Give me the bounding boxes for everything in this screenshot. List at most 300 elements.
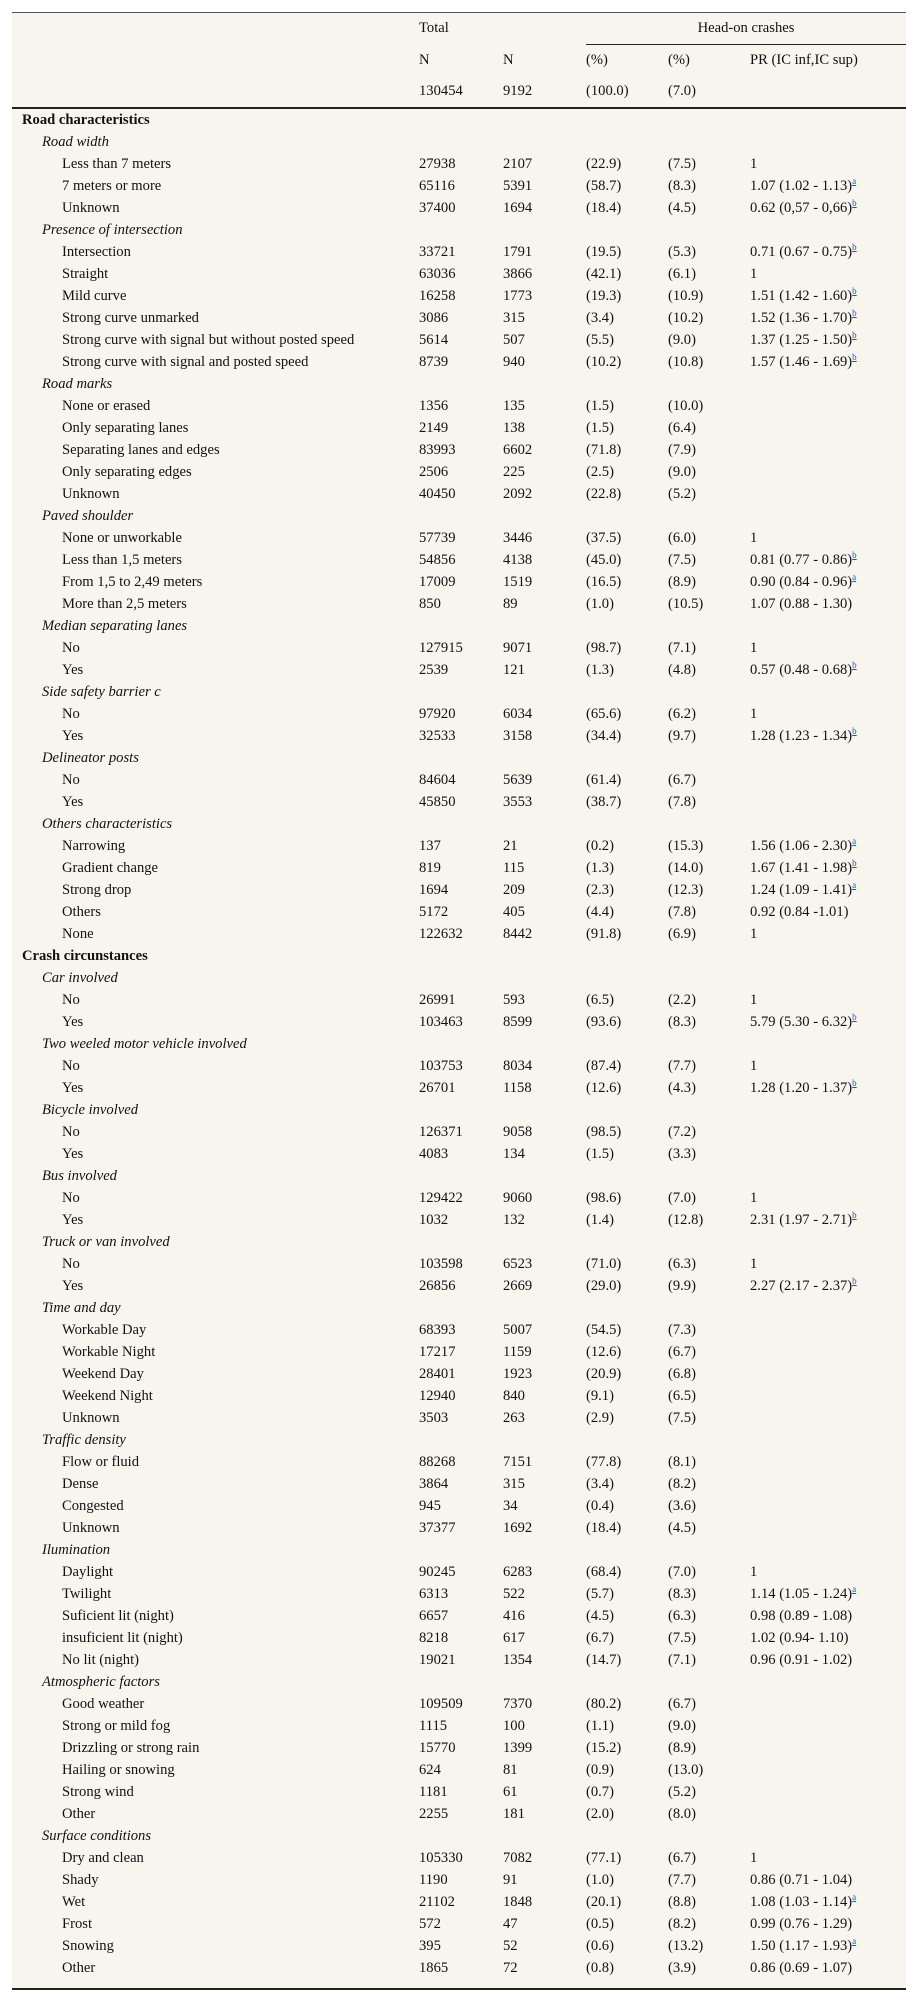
pct-cell: (18.4) xyxy=(586,200,622,216)
rate-cell: (13.2) xyxy=(668,1938,704,1954)
footnote-link[interactable]: a xyxy=(852,1936,857,1947)
pct-cell: (0.9) xyxy=(586,1762,614,1778)
n-cell: 6034 xyxy=(503,706,533,722)
rate-cell: (4.8) xyxy=(668,662,696,678)
n-cell: 72 xyxy=(503,1960,518,1976)
pr-value: 0.90 (0.84 - 0.96) xyxy=(750,574,853,590)
footnote-link[interactable]: b xyxy=(852,1078,857,1089)
total-cell: 850 xyxy=(419,596,441,612)
row-label: Yes xyxy=(62,662,84,678)
pr-cell xyxy=(750,1605,906,1627)
rate-cell: (3.3) xyxy=(668,1146,696,1162)
row-label: Suficient lit (night) xyxy=(62,1608,174,1624)
footnote-link[interactable]: b xyxy=(852,330,857,341)
header-row-1 xyxy=(12,13,906,45)
n-cell: 225 xyxy=(503,464,525,480)
row-label: Only separating lanes xyxy=(62,420,189,436)
row-label: Dry and clean xyxy=(62,1850,144,1866)
row-label: Yes xyxy=(62,728,84,744)
table-row xyxy=(12,1517,906,1539)
n-cell: 8034 xyxy=(503,1058,533,1074)
total-cell: 57739 xyxy=(419,530,456,546)
pr-cell xyxy=(750,1693,906,1715)
rate-cell: (8.3) xyxy=(668,178,696,194)
rate-cell: (7.0) xyxy=(668,1190,696,1206)
pct-cell: (5.7) xyxy=(586,1586,614,1602)
rate-cell: (8.3) xyxy=(668,1586,696,1602)
footnote-link[interactable]: a xyxy=(852,1584,857,1595)
pct-cell: (22.9) xyxy=(586,156,622,172)
group-row xyxy=(12,1539,906,1561)
group-title: Presence of intersection xyxy=(42,222,183,238)
row-label: 7 meters or more xyxy=(62,178,162,194)
pct-cell: (71.0) xyxy=(586,1256,622,1272)
group-title: Ilumination xyxy=(42,1542,111,1558)
n-cell: 593 xyxy=(503,992,525,1008)
table-row xyxy=(12,1627,906,1649)
total-cell: 26856 xyxy=(419,1278,456,1294)
group-title: Road width xyxy=(42,134,109,150)
pr-value: 5.79 (5.30 - 6.32) xyxy=(750,1014,853,1030)
footnote-link[interactable]: b xyxy=(852,352,857,363)
group-row xyxy=(12,1825,906,1847)
pct-cell: (45.0) xyxy=(586,552,622,568)
n-cell: 209 xyxy=(503,882,525,898)
pr-cell xyxy=(750,1473,906,1495)
total-column-header: Total xyxy=(419,20,449,37)
group-row xyxy=(12,1231,906,1253)
rate-cell: (6.3) xyxy=(668,1256,696,1272)
pct-cell: (4.4) xyxy=(586,904,614,920)
pr-cell xyxy=(750,439,906,461)
pr-value: 2.31 (1.97 - 2.71) xyxy=(750,1212,853,1228)
pr-cell xyxy=(750,1121,906,1143)
pct-cell: (0.2) xyxy=(586,838,614,854)
rate-cell: (9.7) xyxy=(668,728,696,744)
rate-cell: (14.0) xyxy=(668,860,704,876)
pct-cell: (0.5) xyxy=(586,1916,614,1932)
rate-cell: (7.2) xyxy=(668,1124,696,1140)
n-cell: 81 xyxy=(503,1762,518,1778)
pr-cell xyxy=(750,1407,906,1429)
rate-cell: (6.5) xyxy=(668,1388,696,1404)
pr-value: 1.67 (1.41 - 1.98) xyxy=(750,860,853,876)
pr-value: 1 xyxy=(750,1850,758,1866)
pr-cell xyxy=(750,1011,906,1033)
rate-cell: (4.3) xyxy=(668,1080,696,1096)
row-label: Strong or mild fog xyxy=(62,1718,171,1734)
pr-value: 1 xyxy=(750,640,758,656)
footnote-link[interactable]: a xyxy=(852,1892,857,1903)
pct-cell: (3.4) xyxy=(586,310,614,326)
row-label: Daylight xyxy=(62,1564,114,1580)
n-cell: 522 xyxy=(503,1586,525,1602)
n-cell: 416 xyxy=(503,1608,525,1624)
table-row xyxy=(12,1055,906,1077)
total-cell: 2255 xyxy=(419,1806,449,1822)
total-cell: 624 xyxy=(419,1762,441,1778)
pr-cell xyxy=(750,461,906,483)
pr-cell xyxy=(750,175,906,197)
table-row xyxy=(12,1803,906,1825)
pr-value: 1 xyxy=(750,706,758,722)
row-label: Yes xyxy=(62,1014,84,1030)
total-cell: 6313 xyxy=(419,1586,449,1602)
table-row xyxy=(12,461,906,483)
total-cell: 122632 xyxy=(419,926,463,942)
rate-cell: (6.0) xyxy=(668,530,696,546)
table-row xyxy=(12,1847,906,1869)
rate-cell: (7.5) xyxy=(668,1410,696,1426)
total-cell: 28401 xyxy=(419,1366,456,1382)
row-label: Other xyxy=(62,1960,96,1976)
row-label: From 1,5 to 2,49 meters xyxy=(62,574,203,590)
total-cell: 37377 xyxy=(419,1520,456,1536)
pct-cell: (54.5) xyxy=(586,1322,622,1338)
n-cell: 1692 xyxy=(503,1520,533,1536)
n-cell: 617 xyxy=(503,1630,525,1646)
table-row xyxy=(12,879,906,901)
table-row xyxy=(12,1957,906,1979)
section-title: Road characteristics xyxy=(22,112,150,128)
footnote-link[interactable]: b xyxy=(852,726,857,737)
pr-cell xyxy=(750,879,906,901)
row-label: insuficient lit (night) xyxy=(62,1630,183,1646)
group-title: Surface conditions xyxy=(42,1828,152,1844)
total-cell: 8218 xyxy=(419,1630,449,1646)
total-cell: 2539 xyxy=(419,662,449,678)
pr-value: 1 xyxy=(750,992,758,1008)
row-label: Congested xyxy=(62,1498,124,1514)
rate-cell: (8.0) xyxy=(668,1806,696,1822)
row-label: Twilight xyxy=(62,1586,112,1602)
rate-cell: (10.5) xyxy=(668,596,704,612)
total-cell: 105330 xyxy=(419,1850,463,1866)
rate-cell: (12.3) xyxy=(668,882,704,898)
table-row xyxy=(12,1121,906,1143)
table-body xyxy=(12,108,906,1979)
total-cell: 945 xyxy=(419,1498,441,1514)
n-cell: 5007 xyxy=(503,1322,533,1338)
pr-value: 1 xyxy=(750,926,758,942)
pr-cell xyxy=(750,549,906,571)
pct-cell: (4.5) xyxy=(586,1608,614,1624)
footnote-link[interactable]: b xyxy=(852,858,857,869)
pr-value: 1.02 (0.94- 1.10) xyxy=(750,1630,849,1646)
pr-cell xyxy=(750,285,906,307)
rate-cell: (7.7) xyxy=(668,1058,696,1074)
rate-cell: (9.0) xyxy=(668,1718,696,1734)
rate-cell: (5.2) xyxy=(668,1784,696,1800)
n-cell: 405 xyxy=(503,904,525,920)
pct-cell: (18.4) xyxy=(586,1520,622,1536)
footnote-link[interactable]: a xyxy=(852,176,857,187)
table-row xyxy=(12,285,906,307)
pr-value: 0.96 (0.91 - 1.02) xyxy=(750,1652,853,1668)
pr-cell xyxy=(750,659,906,681)
footnote-link[interactable]: a xyxy=(852,880,857,891)
group-title: Others characteristics xyxy=(42,816,173,832)
pct-cell: (77.1) xyxy=(586,1850,622,1866)
row-label: Snowing xyxy=(62,1938,114,1954)
table-row xyxy=(12,1495,906,1517)
rate-cell: (7.0) xyxy=(668,1564,696,1580)
footnote-link[interactable]: a xyxy=(852,572,857,583)
n-cell: 7151 xyxy=(503,1454,533,1470)
footnote-link[interactable]: b xyxy=(852,1012,857,1023)
total-cell: 2149 xyxy=(419,420,449,436)
group-title: Bus involved xyxy=(42,1168,117,1184)
total-cell: 68393 xyxy=(419,1322,456,1338)
n-cell: 9058 xyxy=(503,1124,533,1140)
head-count: 9192 xyxy=(503,76,586,108)
total-cell: 5172 xyxy=(419,904,449,920)
head-on-group-header: Head-on crashes xyxy=(586,13,906,45)
group-title: Time and day xyxy=(42,1300,121,1316)
table-row xyxy=(12,175,906,197)
row-label: No xyxy=(62,640,80,656)
pct-cell: (12.6) xyxy=(586,1344,622,1360)
total-cell: 819 xyxy=(419,860,441,876)
table-row xyxy=(12,725,906,747)
pr-cell xyxy=(750,637,906,659)
n-cell: 3158 xyxy=(503,728,533,744)
row-label: Unknown xyxy=(62,1520,120,1536)
pr-cell xyxy=(750,263,906,285)
rate-cell: (3.6) xyxy=(668,1498,696,1514)
pr-cell xyxy=(750,857,906,879)
footnote-link[interactable]: b xyxy=(852,242,857,253)
pct-cell: (2.5) xyxy=(586,464,614,480)
footnote-link[interactable]: b xyxy=(852,550,857,561)
rate-cell: (9.0) xyxy=(668,464,696,480)
group-row xyxy=(12,1671,906,1693)
table-row xyxy=(12,791,906,813)
pr-cell xyxy=(750,1143,906,1165)
pct-cell: (0.7) xyxy=(586,1784,614,1800)
n-cell: 7082 xyxy=(503,1850,533,1866)
row-label: Weekend Night xyxy=(62,1388,153,1404)
total-cell: 88268 xyxy=(419,1454,456,1470)
pr-cell xyxy=(750,1649,906,1671)
footnote-link[interactable]: a xyxy=(852,836,857,847)
footnote-link[interactable]: b xyxy=(852,1210,857,1221)
table-row xyxy=(12,307,906,329)
row-label: No xyxy=(62,992,80,1008)
footnote-link[interactable]: b xyxy=(852,1276,857,1287)
total-cell: 129422 xyxy=(419,1190,463,1206)
rate-cell: (8.8) xyxy=(668,1894,696,1910)
pr-cell xyxy=(750,1759,906,1781)
total-cell: 32533 xyxy=(419,728,456,744)
n-cell: 940 xyxy=(503,354,525,370)
rate-cell: (6.7) xyxy=(668,1344,696,1360)
row-label: Separating lanes and edges xyxy=(62,442,220,458)
pct-cell: (15.2) xyxy=(586,1740,622,1756)
n-cell: 8599 xyxy=(503,1014,533,1030)
n-cell: 3446 xyxy=(503,530,533,546)
pr-value: 1 xyxy=(750,1256,758,1272)
pct-cell: (29.0) xyxy=(586,1278,622,1294)
pr-cell xyxy=(750,241,906,263)
table-row xyxy=(12,593,906,615)
pr-value: 1.51 (1.42 - 1.60) xyxy=(750,288,853,304)
n-cell: 1694 xyxy=(503,200,533,216)
table-row xyxy=(12,1209,906,1231)
row-label: Strong curve with signal and posted speed xyxy=(62,354,309,370)
pct-cell: (77.8) xyxy=(586,1454,622,1470)
total-cell: 19021 xyxy=(419,1652,456,1668)
n-cell: 1159 xyxy=(503,1344,532,1360)
group-title: Truck or van involved xyxy=(42,1234,170,1250)
rate-cell: (6.2) xyxy=(668,706,696,722)
group-row xyxy=(12,1099,906,1121)
rate-cell: (6.4) xyxy=(668,420,696,436)
group-row xyxy=(12,131,906,153)
pr-cell xyxy=(750,1847,906,1869)
total-cell: 33721 xyxy=(419,244,456,260)
group-row xyxy=(12,219,906,241)
pct-cell: (0.8) xyxy=(586,1960,614,1976)
table-row xyxy=(12,769,906,791)
rate-cell: (7.9) xyxy=(668,442,696,458)
total-cell: 1356 xyxy=(419,398,449,414)
pct-cell: (1.4) xyxy=(586,1212,614,1228)
n-cell: 6602 xyxy=(503,442,533,458)
group-title: Paved shoulder xyxy=(42,508,134,524)
table-row xyxy=(12,197,906,219)
pr-cell xyxy=(750,1319,906,1341)
pct-cell: (71.8) xyxy=(586,442,622,458)
pr-cell xyxy=(750,901,906,923)
table-row xyxy=(12,637,906,659)
pr-cell xyxy=(750,1935,906,1957)
pr-value: 1.24 (1.09 - 1.41) xyxy=(750,882,853,898)
rate-cell: (2.2) xyxy=(668,992,696,1008)
total-n-header: N xyxy=(419,51,430,68)
n-cell: 5391 xyxy=(503,178,533,194)
row-label: Gradient change xyxy=(62,860,159,876)
table-row xyxy=(12,1143,906,1165)
n-cell: 2107 xyxy=(503,156,533,172)
table-row xyxy=(12,1077,906,1099)
total-cell: 26701 xyxy=(419,1080,456,1096)
table-row xyxy=(12,1605,906,1627)
pr-cell xyxy=(750,395,906,417)
pct-cell: (98.5) xyxy=(586,1124,622,1140)
total-cell: 27938 xyxy=(419,156,456,172)
row-label: No xyxy=(62,1124,80,1140)
table-row xyxy=(12,351,906,373)
group-row xyxy=(12,813,906,835)
rate-cell: (8.2) xyxy=(668,1916,696,1932)
row-label: No xyxy=(62,1190,80,1206)
row-label: Yes xyxy=(62,1278,84,1294)
total-cell: 12940 xyxy=(419,1388,456,1404)
table-row xyxy=(12,1935,906,1957)
rate-cell: (9.0) xyxy=(668,332,696,348)
row-label: Wet xyxy=(62,1894,86,1910)
n-cell: 1354 xyxy=(503,1652,533,1668)
rate-cell: (6.8) xyxy=(668,1366,696,1382)
total-cell: 54856 xyxy=(419,552,456,568)
n-cell: 507 xyxy=(503,332,525,348)
section-row xyxy=(12,945,906,967)
rate-cell: (10.9) xyxy=(668,288,704,304)
total-cell: 6657 xyxy=(419,1608,449,1624)
table-row xyxy=(12,901,906,923)
table-row xyxy=(12,1693,906,1715)
pr-value: 1.37 (1.25 - 1.50) xyxy=(750,332,853,348)
pr-cell xyxy=(750,1341,906,1363)
pr-cell xyxy=(750,1451,906,1473)
pr-cell xyxy=(750,1385,906,1407)
total-cell: 1181 xyxy=(419,1784,448,1800)
footnote-link[interactable]: b xyxy=(852,308,857,319)
total-cell: 84604 xyxy=(419,772,456,788)
row-label: None or unworkable xyxy=(62,530,182,546)
total-cell: 16258 xyxy=(419,288,456,304)
total-cell: 5614 xyxy=(419,332,449,348)
table-row xyxy=(12,1781,906,1803)
footnote-link[interactable]: b xyxy=(852,660,857,671)
pr-cell xyxy=(750,725,906,747)
pr-cell xyxy=(750,1781,906,1803)
table-row xyxy=(12,1363,906,1385)
n-cell: 132 xyxy=(503,1212,525,1228)
total-cell: 572 xyxy=(419,1916,441,1932)
pr-cell xyxy=(750,417,906,439)
pct-cell: (16.5) xyxy=(586,574,622,590)
row-label: Weekend Day xyxy=(62,1366,144,1382)
group-row xyxy=(12,1297,906,1319)
pr-cell xyxy=(750,1561,906,1583)
pr-cell xyxy=(750,1583,906,1605)
n-cell: 4138 xyxy=(503,552,533,568)
rate-cell: (12.8) xyxy=(668,1212,704,1228)
pr-value: 1.14 (1.05 - 1.24) xyxy=(750,1586,853,1602)
table-row xyxy=(12,1451,906,1473)
rate-cell: (10.2) xyxy=(668,310,704,326)
row-label: Strong drop xyxy=(62,882,132,898)
rate-cell: (6.7) xyxy=(668,772,696,788)
footnote-link[interactable]: b xyxy=(852,286,857,297)
table-row xyxy=(12,1737,906,1759)
n-cell: 91 xyxy=(503,1872,518,1888)
n-cell: 134 xyxy=(503,1146,525,1162)
header-row-2 xyxy=(12,45,906,77)
table-row xyxy=(12,571,906,593)
table-row xyxy=(12,153,906,175)
n-cell: 121 xyxy=(503,662,525,678)
pr-cell xyxy=(750,483,906,505)
total-cell: 395 xyxy=(419,1938,441,1954)
pr-cell xyxy=(750,989,906,1011)
total-cell: 17009 xyxy=(419,574,456,590)
group-row xyxy=(12,373,906,395)
total-cell: 17217 xyxy=(419,1344,456,1360)
table-row xyxy=(12,549,906,571)
pr-cell xyxy=(750,703,906,725)
rate-header: (%) xyxy=(668,52,690,68)
row-label: Workable Day xyxy=(62,1322,147,1338)
footnote-link[interactable]: b xyxy=(852,198,857,209)
data-table-container xyxy=(12,12,906,1990)
pct-cell: (2.9) xyxy=(586,1410,614,1426)
pct-cell: (6.5) xyxy=(586,992,614,1008)
row-label: None or erased xyxy=(62,398,151,414)
table-row xyxy=(12,1253,906,1275)
